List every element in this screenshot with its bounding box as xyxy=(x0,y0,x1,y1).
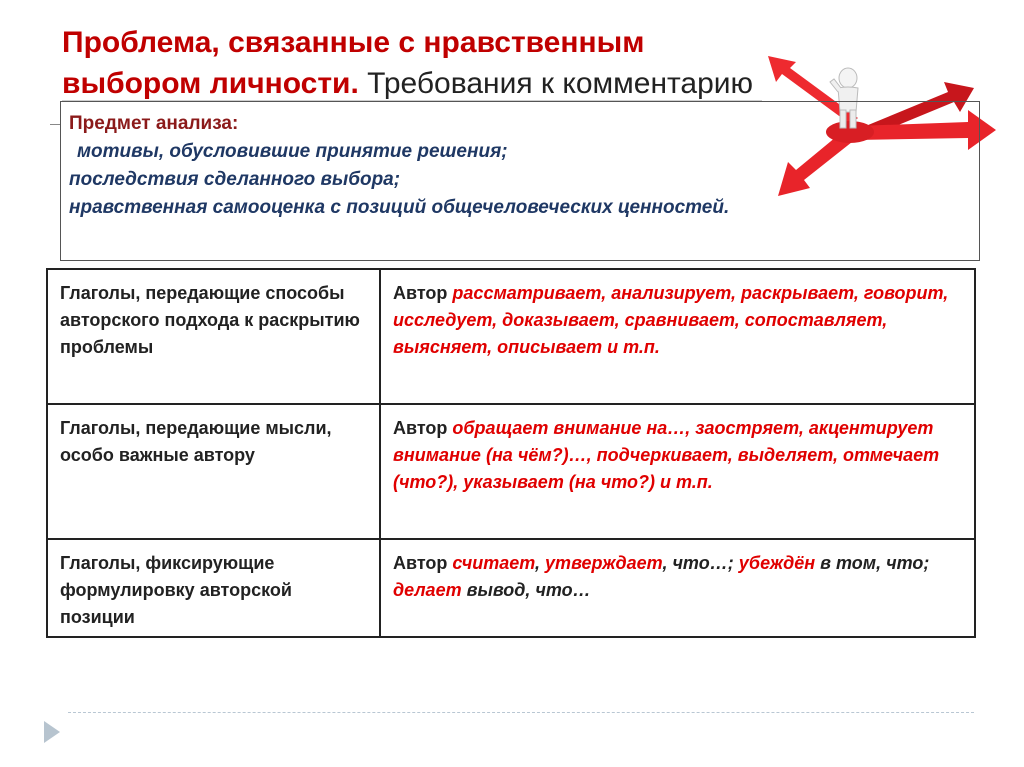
table-row xyxy=(47,269,975,404)
subject-heading: Предмет анализа: xyxy=(69,113,239,134)
table-row xyxy=(47,404,975,539)
row-verbs: Автор обращает внимание на…, заостряет, акцентирует внимание (на чём?)…, подчеркивает, выделяет, отмечает (что?), указывает (на что?) и т.п. xyxy=(380,404,975,539)
footer-divider xyxy=(68,712,974,713)
analysis-subject-box xyxy=(60,101,980,261)
triangle-right-icon[interactable] xyxy=(44,721,60,743)
title-normal: Требования к комментарию xyxy=(367,67,754,100)
row-label: Глаголы, передающие мысли, особо важные автору xyxy=(47,404,380,539)
row-verbs: Автор считает, утверждает, что…; убеждён в том, что; делает вывод, что… xyxy=(380,539,975,637)
row-label: Глаголы, фиксирующие формулировку авторской позиции xyxy=(47,539,380,637)
subject-line-consequences: последствия сделанного выбора; xyxy=(69,169,401,190)
row-verbs: Автор рассматривает, анализирует, раскрывает, говорит, исследует, доказывает, сравнивает, сопоставляет, выясняет, описывает и т.п. xyxy=(380,269,975,404)
verbs-table xyxy=(46,268,976,638)
table-row xyxy=(47,539,975,637)
title-bold: Проблема, связанные с нравственным выбором личности. xyxy=(62,26,645,100)
slide-title xyxy=(62,22,762,104)
subject-line-self-assessment: нравственная самооценка с позиций общечеловеческих ценностей. xyxy=(69,197,730,218)
title-divider-tick xyxy=(50,124,60,125)
subject-line-motives: мотивы, обусловившие принятие решения; xyxy=(77,141,508,162)
row-label: Глаголы, передающие способы авторского подхода к раскрытию проблемы xyxy=(47,269,380,404)
